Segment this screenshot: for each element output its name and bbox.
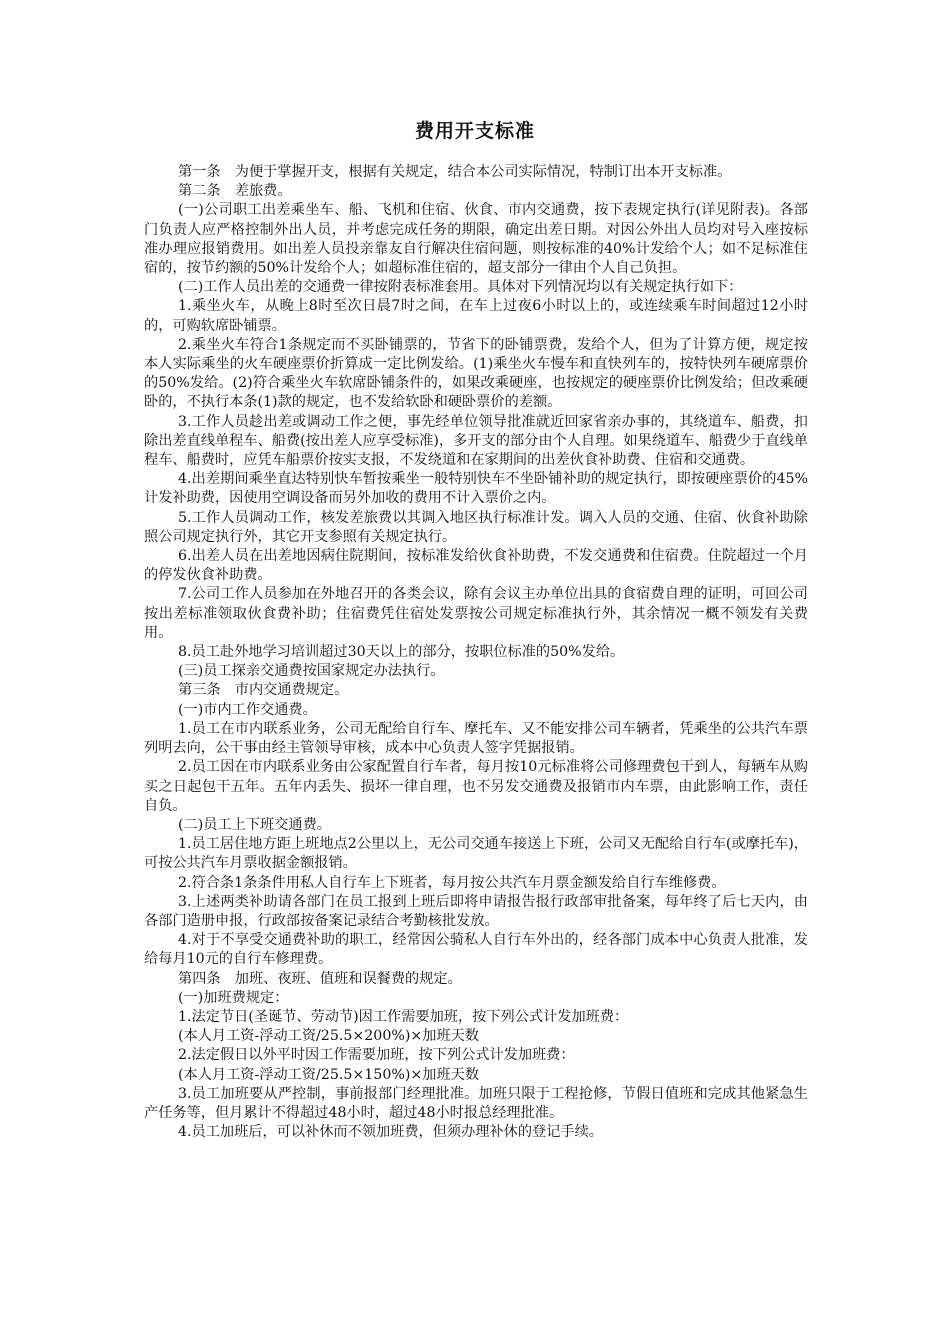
paragraph: 第一条 为便于掌握开支，根据有关规定，结合本公司实际情况，特制订出本开支标准。 xyxy=(178,164,732,180)
paragraph: 5.工作人员调动工作，核发差旅费以其调入地区执行标准计发。调入人员的交通、住宿、伙食补助除照公司规定执行外，其它开支参照有关规定执行。 xyxy=(144,509,808,545)
paragraph: 1.员工在市内联系业务，公司无配给自行车、摩托车、又不能安排公司车辆者，凭乘坐的公共汽车票列明去向，公干事由经主管领导审核，成本中心负责人签字凭据报销。 xyxy=(144,720,808,757)
paragraph: 4.出差期间乘坐直达特别快车暂按乘坐一般特别快车不坐卧铺补助的规定执行，即按硬座票价的45%计发补助费，因使用空调设备而另外加收的费用不计入票价之内。 xyxy=(144,471,808,507)
paragraph: 3.员工加班要从严控制，事前报部门经理批准。加班只限于工程抢修，节假日值班和完成其他紧急生产任务等，但月累计不得超过48小时，超过48小时报总经理批准。 xyxy=(144,1085,808,1121)
paragraph: 2.符合条1条条件用私人自行车上下班者，每月按公共汽车月票金额发给自行车维修费。 xyxy=(178,874,726,891)
paragraph: 7.公司工作人员参加在外地召开的各类会议，除有会议主办单位出具的食宿费自理的证明，可回公司按出差标准领取伙食费补助；住宿费凭住宿处发票按公司规定标准执行外，其余情况一概不领发有关费用。 xyxy=(144,586,808,641)
paragraph: (二)员工上下班交通费。 xyxy=(178,816,331,833)
paragraph: 2.员工因在市内联系业务由公家配置自行车者，每月按10元标准将公司修理费包干到人，每辆车从购买之日起包干五年。五年内丢失、损坏一律自理，也不另发交通费及报销市内车票，由此影响工作，责任自负。 xyxy=(144,759,808,814)
paragraph: 1.法定节日(圣诞节、劳动节)因工作需要加班，按下列公式计发加班费： xyxy=(178,1008,629,1025)
paragraph: 2.法定假日以外平时因工作需要加班，按下列公式计发加班费： xyxy=(178,1047,575,1064)
paragraph: (一)市内工作交通费。 xyxy=(178,701,317,718)
paragraph: (三)员工探亲交通费按国家规定办法执行。 xyxy=(178,663,445,680)
paragraph: 第三条 市内交通费规定。 xyxy=(178,682,349,699)
paragraph: (本人月工资-浮动工资/25.5×150%)×加班天数 xyxy=(178,1066,480,1083)
paragraph: (一)公司职工出差乘坐车、船、飞机和住宿、伙食、市内交通费，按下表规定执行(详见附表)。各部门负责人应严格控制外出人员，并考虑完成任务的期限，确定出差日期。对因公外出人员均对号入座按标准办理应报销费用。如出差人员投亲靠友自行解决住宿问题，则按标准的40%计发给个人；如不足标准住宿的，按节约额的50%计发给个人；如超标准住宿的，超支部分一律由个人自己负担。 xyxy=(144,202,808,277)
paragraph: 6.出差人员在出差地因病住院期间，按标准发给伙食补助费，不发交通费和住宿费。住院超过一个月的停发伙食补助费。 xyxy=(144,548,808,584)
paragraph: (一)加班费规定： xyxy=(178,989,289,1006)
paragraph: 4.员工加班后，可以补休而不领加班费，但须办理补休的登记手续。 xyxy=(178,1124,603,1141)
paragraph: 第二条 差旅费。 xyxy=(178,183,292,200)
document-body xyxy=(144,163,808,1142)
paragraph: 4.对于不享受交通费补助的职工，经常因公骑私人自行车外出的，经各部门成本中心负责人批准，发给每月10元的自行车修理费。 xyxy=(144,932,808,968)
paragraph: 第四条 加班、夜班、值班和误餐费的规定。 xyxy=(178,970,462,987)
paragraph: (二)工作人员出差的交通费一律按附表标准套用。具体对下列情况均以有关规定执行如下： xyxy=(178,279,743,296)
paragraph: 1.乘坐火车，从晚上8时至次日晨7时之间，在车上过夜6小时以上的，或连续乘车时间超过12小时的，可购软席卧铺票。 xyxy=(144,298,808,334)
paragraph: 1.员工居住地方距上班地点2公里以上，无公司交通车接送上下班，公司又无配给自行车(或摩托车)，可按公共汽车月票收据金额报销。 xyxy=(144,836,808,872)
paragraph: 2.乘坐火车符合1条规定而不买卧铺票的，节省下的卧铺票费，发给个人，但为了计算方便，规定按本人实际乘坐的火车硬座票价折算成一定比例发给。(1)乘坐火车慢车和直快列车的，按特快列车硬席票价的50%发给。(2)符合乘坐火车软席卧铺条件的，如果改乘硬座，也按规定的硬座票价比例发给；但改乘硬卧的，不执行本条(1)款的规定，也不发给软卧和硬卧票价的差额。 xyxy=(144,336,808,411)
document-title: 费用开支标准 xyxy=(414,120,535,142)
paragraph: (本人月工资-浮动工资/25.5×200%)×加班天数 xyxy=(178,1028,480,1045)
paragraph: 3.上述两类补助请各部门在员工报到上班后即将申请报告报行政部审批备案，每年终了后七天内，由各部门造册申报，行政部按备案记录结合考勤核批发放。 xyxy=(144,893,808,929)
paragraph: 3.工作人员趁出差或调动工作之便，事先经单位领导批准就近回家省亲办事的，其绕道车、船费，扣除出差直线单程车、船费(按出差人应享受标准)，多开支的部分由个人自理。如果绕道车、船费少于直线单程车、船费时，应凭车船票价按实支报，不发绕道和在家期间的出差伙食补助费、住宿和交通费。 xyxy=(144,413,808,469)
paragraph: 8.员工赴外地学习培训超过30天以上的部分，按职位标准的50%发给。 xyxy=(178,644,625,661)
